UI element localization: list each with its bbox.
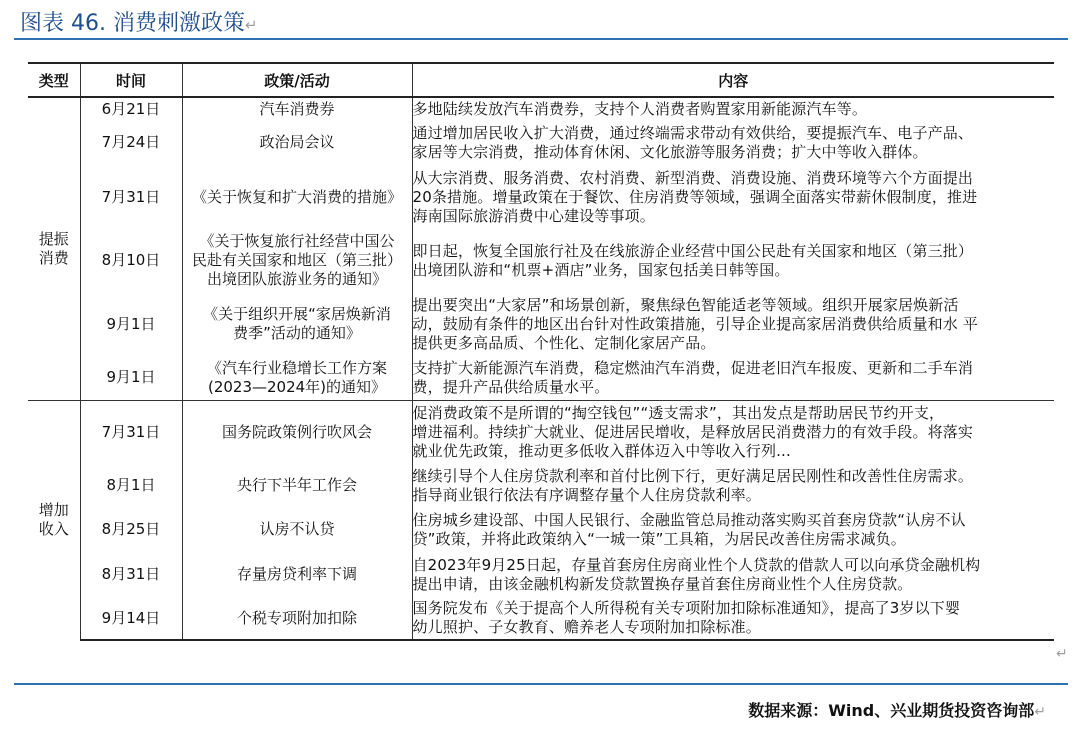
content-cell: 继续引导个人住房贷款利率和首付比例下行，更好满足居民刚性和改善性住房需求。 指导商业银行依法有序调整存量个人住房贷款利率。 [412,466,974,504]
content-cell: 从大宗消费、服务消费、农村消费、新型消费、消费设施、消费环境等六个方面提出 20条措施。增量政策在于餐饮、住房消费等领域，强调全面落实带薪休假制度，推进 海南国际旅游消费中心建设等事项。 [412,168,978,225]
policy-cell: 《关于恢复旅行社经营中国公 民赴有关国家和地区（第三批） 出境团队旅游业务的通知》 [182,229,412,292]
table-header-row [28,63,1054,97]
header-type: 类型 [28,63,80,97]
paragraph-mark-icon: ↵ [1034,704,1046,720]
time-cell: 7月31日 [80,400,182,464]
policy-cell: 政治局会议 [182,120,412,165]
table-row [28,597,1054,640]
policy-cell: 《关于组织开展“家居焕新消 费季”活动的通知》 [182,292,412,356]
policy-cell: 国务院政策例行吹风会 [182,400,412,464]
time-cell: 8月25日 [80,507,182,552]
content-cell: 国务院发布《关于提高个人所得税有关专项附加扣除标准通知》，提高了3岁以下婴 幼儿照护、子女教育、赡养老人专项附加扣除标准。 [412,597,1054,640]
content-cell: 提出要突出“大家居”和场景创新，聚焦绿色智能适老等领域。组织开展家居焕新活 动，鼓励有条件的地区出台针对性政策措施，引导企业提高家居消费供给质量和水 平 提供更多高品质、个性化、定制化家居产品。 [412,295,978,352]
table-row [28,356,1054,400]
policy-cell: 认房不认贷 [182,507,412,552]
time-cell: 6月21日 [80,97,182,120]
table-row [28,400,1054,464]
policy-cell: 个税专项附加扣除 [182,597,412,640]
content-cell: 促消费政策不是所谓的“掏空钱包”“透支需求”，其出发点是帮助居民节约开支， 增进福利。持续扩大就业、促进居民增收，是释放居民消费潜力的有效手段。将落实 就业优先政策，推动更多低收入群体迈入中等收入行列... [412,400,1054,464]
time-cell: 9月1日 [80,292,182,356]
content-cell: 自2023年9月25日起，存量首套房住房商业性个人贷款的借款人可以向承贷金融机构 提出申请，由该金融机构新发贷款置换存量首套住房商业性个人住房贷款。 [412,555,981,593]
content-cell: 即日起，恢复全国旅行社及在线旅游企业经营中国公民赴有关国家和地区（第三批） 出境团队游和“机票+酒店”业务，国家包括美日韩等国。 [412,241,974,279]
policy-cell: 《关于恢复和扩大消费的措施》 [182,165,412,229]
policy-cell: 存量房贷利率下调 [182,552,412,597]
paragraph-mark-icon: ↵ [1056,646,1068,662]
table-row [28,120,1054,165]
type-cell: 提振 消费 [28,97,80,400]
data-source-text: 数据来源：Wind、兴业期货投资咨询部 [748,701,1035,720]
header-policy: 政策/活动 [182,63,412,97]
time-cell: 7月24日 [80,120,182,165]
time-cell: 8月31日 [80,552,182,597]
table-row [28,507,1054,552]
time-cell: 7月31日 [80,165,182,229]
time-cell: 9月14日 [80,597,182,640]
header-time: 时间 [80,63,182,97]
policy-cell: 央行下半年工作会 [182,464,412,507]
content-cell: 多地陆续发放汽车消费券，支持个人消费者购置家用新能源汽车等。 [412,99,868,118]
figure-title-text: 图表 46. 消费刺激政策 [20,11,245,36]
table-row [28,165,1054,229]
table-row [28,97,1054,120]
time-cell: 8月1日 [80,464,182,507]
paragraph-mark-icon: ↵ [244,16,258,34]
type-cell: 增加 收入 [28,400,80,640]
top-rule [14,38,1068,40]
content-cell: 住房城乡建设部、中国人民银行、金融监管总局推动落实购买首套房贷款“认房不认 贷”政策，并将此政策纳入“一城一策”工具箱，为居民改善住房需求减负。 [412,510,966,548]
policy-cell: 《汽车行业稳增长工作方案 (2023—2024年)的通知》 [182,356,412,400]
content-cell: 支持扩大新能源汽车消费，稳定燃油汽车消费，促进老旧汽车报废、更新和二手车消 费，提升产品供给质量水平。 [412,358,974,396]
bottom-rule [14,683,1068,685]
data-source [748,698,1046,721]
policy-table [28,62,1054,641]
time-cell: 9月1日 [80,356,182,400]
table-row [28,292,1054,356]
header-content: 内容 [412,63,1054,97]
table-row [28,552,1054,597]
policy-cell: 汽车消费券 [182,97,412,120]
table-row [28,229,1054,292]
table-row [28,464,1054,507]
figure-title [20,6,258,37]
content-cell: 通过增加居民收入扩大消费，通过终端需求带动有效供给，要提振汽车、电子产品、 家居等大宗消费，推动体育休闲、文化旅游等服务消费；扩大中等收入群体。 [412,123,974,161]
time-cell: 8月10日 [80,229,182,292]
